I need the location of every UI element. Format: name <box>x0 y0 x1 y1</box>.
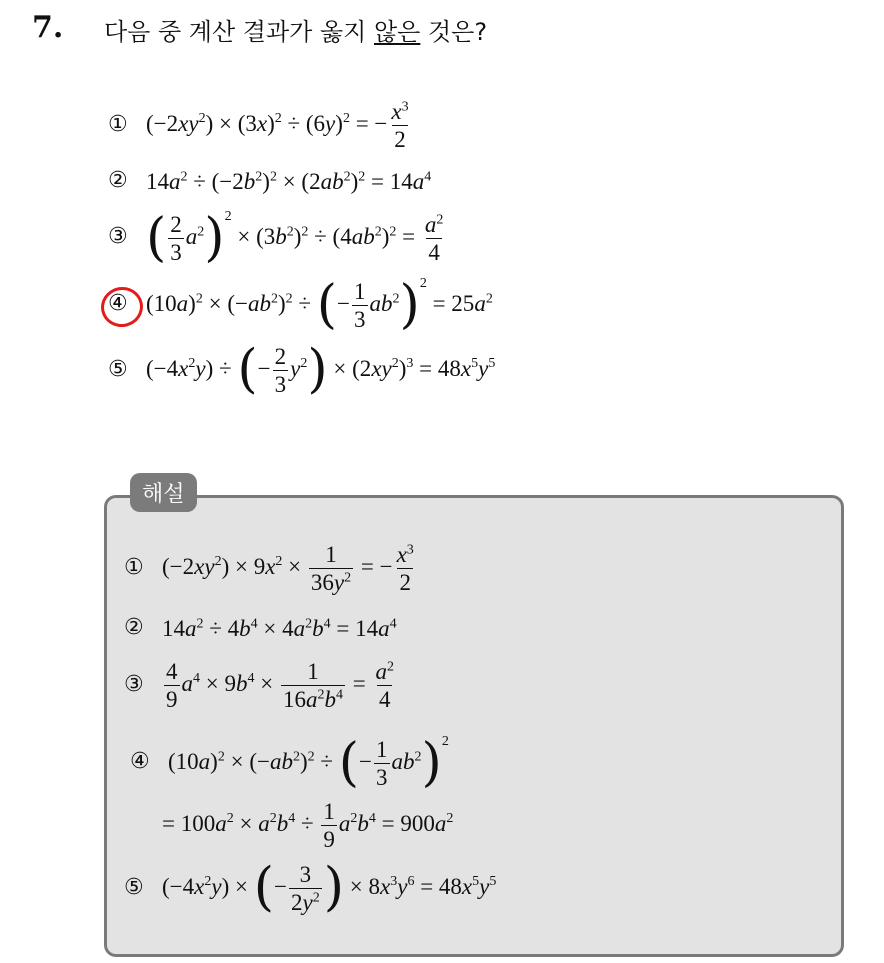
solution-3: ③ $\frac{4}{9}$ $a^4 \times 9b^4$ × $\frac{1}{16a^2b^4}$ = $\frac{a^2}{4}$ <box>124 658 394 712</box>
choice-expression: $(-4x^2y)$ ÷ (− $\frac{2}{3}$ $y^2) \times (2xy^2)^3 = 48x^5y^5$ <box>146 339 496 400</box>
choice-expression: $(-2xy^2) \times (3x)^2 \div (6y)^2$ = − $\frac{x^3}{2}$ <box>146 98 409 152</box>
choice-expression: $14a^2 \div (-2b^2)^2 \times (2ab^2)^2 = 14a^4$ <box>146 168 432 194</box>
choice-expression: ( $\frac{2}{3}$ $a^2)^2 \times (3b^2)^2 \div (4ab^2)^2$ = $\frac{a^2}{4}$ <box>146 207 444 268</box>
solution-tag: 해설 <box>130 473 197 512</box>
choice-5 <box>108 338 808 402</box>
choice-3 <box>108 204 808 270</box>
choice-label: ④ <box>108 291 128 316</box>
question-number: 7. <box>32 10 64 45</box>
solution-4: ④ $(10a)^2 \times (-ab^2)^2$ ÷ (− $\frac{1}{3}$ $ab^2)^2$ = $100a^2 \times a^2b^4$ ÷ $\frac{1}{9}$ $a^2b^4 = 900a^2$ <box>130 732 454 852</box>
choice-1 <box>108 92 808 158</box>
choice-expression: $(10a)^2 \times (-ab^2)^2$ ÷ (− $\frac{1}{3}$ $ab^2)^2 = 25a^2$ <box>146 274 493 335</box>
choice-2 <box>108 158 808 204</box>
solution-5: ⑤ $(-4x^2y)$ × (− $\frac{3}{2y^2}$ ) × $8x^3y^6 = 48x^5y^5$ <box>124 857 497 918</box>
solution-2: ② $14a^2 \div 4b^4 \times 4a^2b^4 = 14a^4$ <box>124 615 397 641</box>
question-prompt: 다음 중 계산 결과가 옳지 않은 것은? <box>104 18 488 46</box>
underlined-word: 않은 <box>373 18 421 46</box>
choice-4 <box>108 270 808 338</box>
choice-label: ② <box>108 168 128 193</box>
choice-list <box>108 92 808 402</box>
solution-1: ① $(-2xy^2) \times 9x^2$ × $\frac{1}{36y^2}$ = − $\frac{x^3}{2}$ <box>124 541 414 595</box>
choice-label: ③ <box>108 224 128 249</box>
choice-label: ① <box>108 112 128 137</box>
choice-label: ⑤ <box>108 357 128 382</box>
